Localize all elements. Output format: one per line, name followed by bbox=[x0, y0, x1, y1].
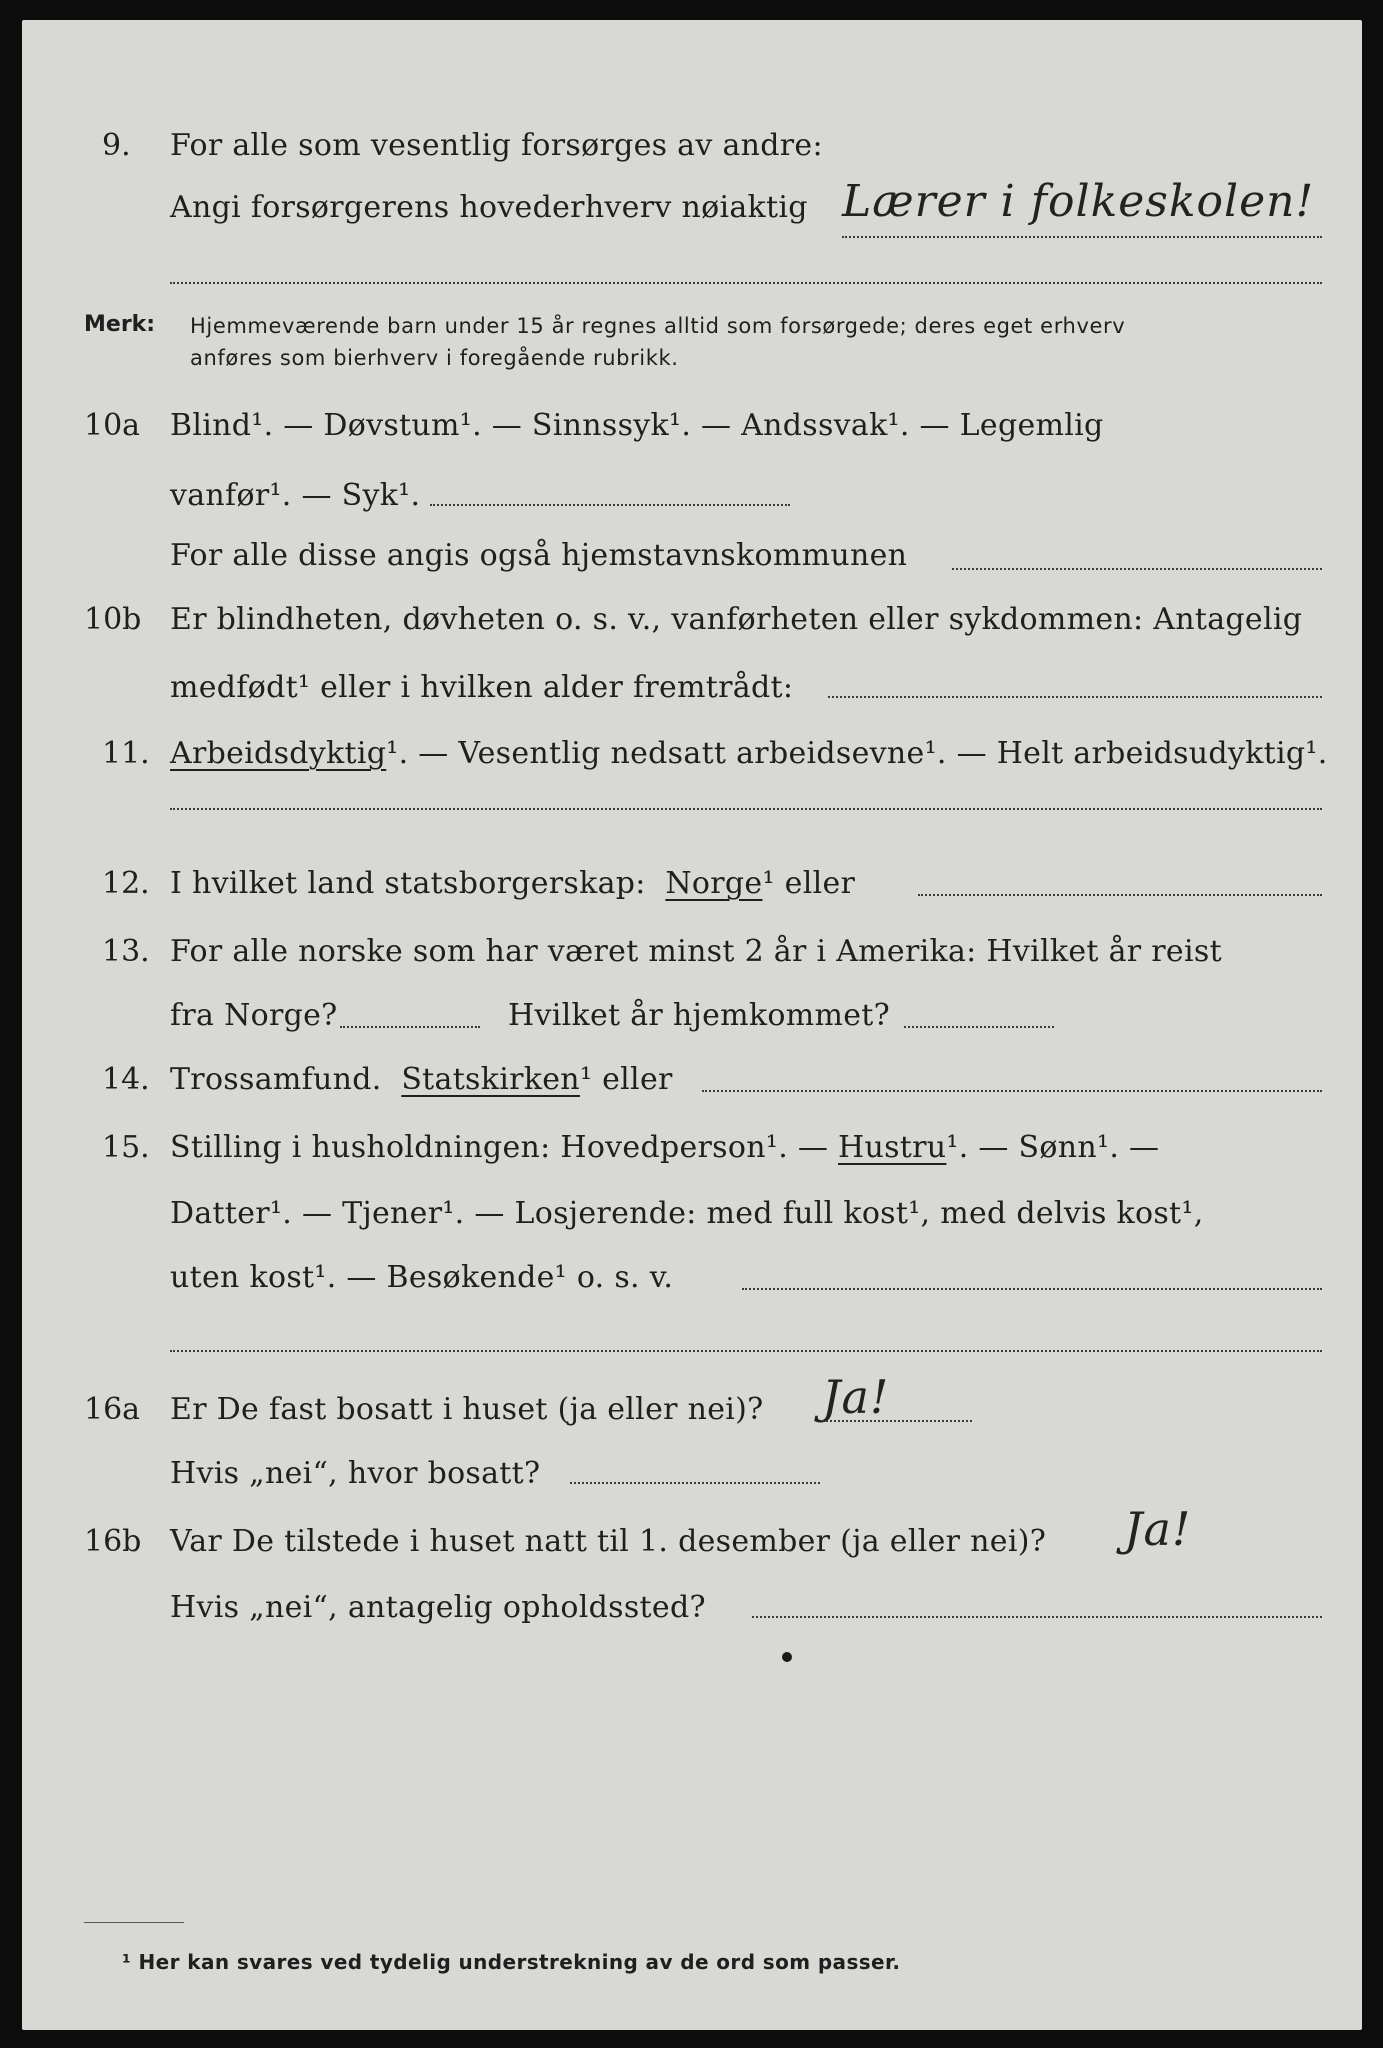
question-15-text-2: Datter¹. — Tjener¹. — Losjerende: med full kost¹, med delvis kost¹, bbox=[170, 1196, 1204, 1231]
question-10a-row-2 bbox=[22, 478, 1362, 518]
question-15-prompt: Stilling i husholdningen: Hovedperson¹. — bbox=[170, 1130, 829, 1165]
question-13-returned-year-line bbox=[904, 1026, 1054, 1028]
note-text-line-2: anføres som bierhverv i foregående rubrikk. bbox=[190, 346, 679, 370]
question-11-underlined-choice: Arbeidsdyktig bbox=[170, 736, 387, 771]
note-text-line-1: Hjemmeværende barn under 15 år regnes alltid som forsørgede; deres eget erhverv bbox=[190, 314, 1126, 338]
question-10a-number: 10a bbox=[84, 408, 141, 443]
question-13-text: For alle norske som har været minst 2 år i Amerika: Hvilket år reist bbox=[170, 934, 1222, 969]
question-11-text bbox=[170, 736, 1328, 771]
question-9-number: 9. bbox=[102, 128, 131, 163]
question-16a-text: Er De fast bosatt i huset (ja eller nei)? bbox=[170, 1392, 764, 1427]
question-10b-row-1 bbox=[22, 602, 1362, 642]
question-15-row-1 bbox=[22, 1130, 1362, 1170]
question-11-row bbox=[22, 736, 1362, 776]
question-12-row bbox=[22, 866, 1362, 906]
question-14-underlined-choice: Statskirken bbox=[401, 1062, 580, 1097]
question-11-extra-line bbox=[170, 808, 1322, 810]
question-12-prompt: I hvilket land statsborgerskap: bbox=[170, 866, 646, 901]
footnote-rule bbox=[84, 1922, 184, 1923]
question-12-answer-line bbox=[918, 894, 1322, 896]
question-10a-row-1 bbox=[22, 408, 1362, 448]
question-13-number: 13. bbox=[102, 934, 150, 969]
question-12-other: ¹ eller bbox=[762, 866, 856, 901]
question-13-row-2 bbox=[22, 998, 1362, 1038]
question-13-row-1 bbox=[22, 934, 1362, 974]
question-14-answer-line bbox=[702, 1090, 1322, 1092]
question-15-underlined-choice: Hustru bbox=[838, 1130, 947, 1165]
question-10a-row-3 bbox=[22, 538, 1362, 578]
ink-dot bbox=[782, 1652, 792, 1662]
question-15-text-3: uten kost¹. — Besøkende¹ o. s. v. bbox=[170, 1260, 674, 1295]
question-13-left-from-norway: fra Norge? bbox=[170, 998, 338, 1033]
question-10b-number: 10b bbox=[84, 602, 142, 637]
question-15-other-choices: ¹. — Sønn¹. — bbox=[946, 1130, 1160, 1165]
question-11-other-choices: ¹. — Vesentlig nedsatt arbeidsevne¹. — Helt arbeidsudyktig¹. bbox=[386, 736, 1328, 771]
question-16a-row-2 bbox=[22, 1456, 1362, 1496]
question-10a-home-municipality-line bbox=[952, 568, 1322, 570]
question-16a-number: 16a bbox=[84, 1392, 141, 1427]
question-10b-answer-line bbox=[828, 696, 1322, 698]
question-12-text bbox=[170, 866, 855, 901]
question-9-extra-line bbox=[170, 282, 1322, 284]
question-15-answer-line bbox=[742, 1288, 1322, 1290]
question-16b-number: 16b bbox=[84, 1524, 142, 1559]
question-10b-text-2: medfødt¹ eller i hvilken alder fremtrådt: bbox=[170, 670, 794, 705]
question-16a-answer-line bbox=[822, 1420, 972, 1422]
question-16b-handwritten-answer: Ja! bbox=[1124, 1502, 1192, 1556]
question-10b-text: Er blindheten, døvheten o. s. v., vanførheten eller sykdommen: Antagelig bbox=[170, 602, 1303, 637]
question-15-extra-line bbox=[170, 1350, 1322, 1352]
question-16a-text-2: Hvis „nei“, hvor bosatt? bbox=[170, 1456, 541, 1491]
question-10a-sick-line bbox=[430, 504, 790, 506]
question-9-row-1 bbox=[22, 128, 1362, 168]
question-16b-text: Var De tilstede i huset natt til 1. desember (ja eller nei)? bbox=[170, 1524, 1047, 1559]
question-16a-row-1 bbox=[22, 1392, 1362, 1432]
question-13-left-year-line bbox=[340, 1026, 480, 1028]
footnote-text: ¹ Her kan svares ved tydelig understrekning av de ord som passer. bbox=[122, 1950, 901, 1974]
question-9-answer-line bbox=[842, 236, 1322, 238]
question-10a-text: Blind¹. — Døvstum¹. — Sinnssyk¹. — Andssvak¹. — Legemlig bbox=[170, 408, 1104, 443]
question-9-prompt: Angi forsørgerens hovederhverv nøiaktig bbox=[170, 190, 808, 225]
question-12-number: 12. bbox=[102, 866, 150, 901]
question-14-row bbox=[22, 1062, 1362, 1102]
question-10a-text-3: For alle disse angis også hjemstavnskommunen bbox=[170, 538, 908, 573]
question-15-row-2 bbox=[22, 1196, 1362, 1236]
question-10b-row-2 bbox=[22, 670, 1362, 710]
question-16b-row-2 bbox=[22, 1590, 1362, 1630]
census-form-page bbox=[22, 20, 1362, 2030]
question-16a-where-line bbox=[570, 1482, 820, 1484]
question-16b-text-2: Hvis „nei“, antagelig opholdssted? bbox=[170, 1590, 706, 1625]
question-16a-handwritten-answer: Ja! bbox=[822, 1370, 890, 1424]
question-12-underlined-choice: Norge bbox=[665, 866, 763, 901]
question-16b-stay-line bbox=[752, 1616, 1322, 1618]
question-15-number: 15. bbox=[102, 1130, 150, 1165]
question-15-row-3 bbox=[22, 1260, 1362, 1300]
question-14-other: ¹ eller bbox=[579, 1062, 673, 1097]
question-9-text: For alle som vesentlig forsørges av andre: bbox=[170, 128, 823, 163]
question-14-number: 14. bbox=[102, 1062, 150, 1097]
question-14-prompt: Trossamfund. bbox=[170, 1062, 382, 1097]
question-13-returned: Hvilket år hjemkommet? bbox=[508, 998, 891, 1033]
question-15-text bbox=[170, 1130, 1159, 1165]
question-9-handwritten-answer: Lærer i folkeskolen! bbox=[842, 176, 1315, 227]
question-10a-text-2: vanfør¹. — Syk¹. bbox=[170, 478, 421, 513]
note-label: Merk: bbox=[84, 312, 156, 337]
question-11-number: 11. bbox=[102, 736, 150, 771]
question-14-text bbox=[170, 1062, 673, 1097]
